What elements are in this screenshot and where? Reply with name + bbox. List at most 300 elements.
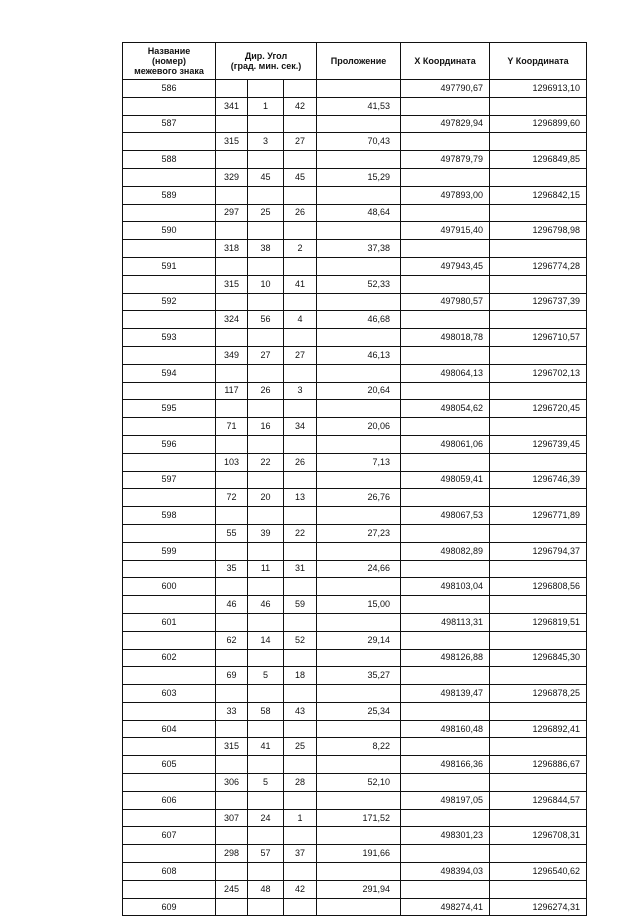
- angle-minutes-cell: 57: [248, 845, 284, 863]
- table-row-point: [123, 186, 587, 204]
- empty-cell: [401, 97, 490, 115]
- x-coordinate-cell: 498394,03: [401, 863, 490, 881]
- empty-cell: [248, 80, 284, 98]
- empty-cell: [248, 400, 284, 418]
- x-coordinate-cell: 498139,47: [401, 685, 490, 703]
- x-coordinate-cell: 498166,36: [401, 756, 490, 774]
- empty-cell: [248, 898, 284, 916]
- empty-cell: [216, 257, 248, 275]
- x-coordinate-cell: 498160,48: [401, 720, 490, 738]
- empty-cell: [123, 240, 216, 258]
- empty-cell: [284, 293, 317, 311]
- angle-minutes-cell: 1: [248, 97, 284, 115]
- y-coordinate-cell: 1296892,41: [490, 720, 587, 738]
- empty-cell: [401, 346, 490, 364]
- empty-cell: [284, 435, 317, 453]
- empty-cell: [216, 435, 248, 453]
- empty-cell: [216, 151, 248, 169]
- empty-cell: [490, 880, 587, 898]
- empty-cell: [317, 613, 401, 631]
- angle-seconds-cell: 52: [284, 631, 317, 649]
- angle-seconds-cell: 26: [284, 204, 317, 222]
- table-row-point: [123, 471, 587, 489]
- table-row-point: [123, 364, 587, 382]
- angle-seconds-cell: 18: [284, 667, 317, 685]
- point-name-cell: 589: [123, 186, 216, 204]
- empty-cell: [490, 168, 587, 186]
- empty-cell: [490, 133, 587, 151]
- table-row-point: [123, 863, 587, 881]
- length-cell: 37,38: [317, 240, 401, 258]
- empty-cell: [317, 685, 401, 703]
- length-cell: 8,22: [317, 738, 401, 756]
- empty-cell: [490, 382, 587, 400]
- point-name-cell: 602: [123, 649, 216, 667]
- angle-degrees-cell: 315: [216, 738, 248, 756]
- y-coordinate-cell: 1296808,56: [490, 578, 587, 596]
- table-row-segment: [123, 418, 587, 436]
- table-row-segment: [123, 774, 587, 792]
- empty-cell: [401, 133, 490, 151]
- x-coordinate-cell: 497829,94: [401, 115, 490, 133]
- length-cell: 70,43: [317, 133, 401, 151]
- angle-minutes-cell: 24: [248, 809, 284, 827]
- length-cell: 171,52: [317, 809, 401, 827]
- angle-seconds-cell: 42: [284, 97, 317, 115]
- empty-cell: [317, 151, 401, 169]
- x-coordinate-cell: 498113,31: [401, 613, 490, 631]
- angle-seconds-cell: 22: [284, 524, 317, 542]
- empty-cell: [317, 507, 401, 525]
- empty-cell: [216, 115, 248, 133]
- empty-cell: [284, 827, 317, 845]
- header-name: [123, 43, 216, 80]
- empty-cell: [317, 186, 401, 204]
- empty-cell: [216, 542, 248, 560]
- x-coordinate-cell: 498301,23: [401, 827, 490, 845]
- angle-seconds-cell: 59: [284, 596, 317, 614]
- angle-minutes-cell: 16: [248, 418, 284, 436]
- empty-cell: [248, 613, 284, 631]
- angle-minutes-cell: 22: [248, 453, 284, 471]
- angle-seconds-cell: 1: [284, 809, 317, 827]
- empty-cell: [216, 222, 248, 240]
- empty-cell: [123, 346, 216, 364]
- angle-seconds-cell: 42: [284, 880, 317, 898]
- x-coordinate-cell: 498059,41: [401, 471, 490, 489]
- header-angle-line: (град. мин. сек.): [230, 61, 302, 71]
- y-coordinate-cell: 1296540,62: [490, 863, 587, 881]
- angle-seconds-cell: 25: [284, 738, 317, 756]
- x-coordinate-cell: 498103,04: [401, 578, 490, 596]
- empty-cell: [401, 738, 490, 756]
- length-cell: 46,13: [317, 346, 401, 364]
- empty-cell: [248, 435, 284, 453]
- empty-cell: [490, 667, 587, 685]
- empty-cell: [123, 631, 216, 649]
- angle-degrees-cell: 324: [216, 311, 248, 329]
- empty-cell: [401, 275, 490, 293]
- empty-cell: [317, 542, 401, 560]
- angle-minutes-cell: 25: [248, 204, 284, 222]
- empty-cell: [216, 863, 248, 881]
- y-coordinate-cell: 1296702,13: [490, 364, 587, 382]
- empty-cell: [284, 115, 317, 133]
- length-cell: 15,00: [317, 596, 401, 614]
- empty-cell: [317, 898, 401, 916]
- empty-cell: [401, 596, 490, 614]
- empty-cell: [490, 845, 587, 863]
- empty-cell: [490, 524, 587, 542]
- empty-cell: [317, 756, 401, 774]
- empty-cell: [401, 845, 490, 863]
- empty-cell: [248, 115, 284, 133]
- empty-cell: [317, 649, 401, 667]
- point-name-cell: 591: [123, 257, 216, 275]
- length-cell: 291,94: [317, 880, 401, 898]
- angle-degrees-cell: 69: [216, 667, 248, 685]
- empty-cell: [490, 204, 587, 222]
- point-name-cell: 607: [123, 827, 216, 845]
- table-row-segment: [123, 667, 587, 685]
- empty-cell: [248, 293, 284, 311]
- empty-cell: [317, 222, 401, 240]
- y-coordinate-cell: 1296737,39: [490, 293, 587, 311]
- point-name-cell: 605: [123, 756, 216, 774]
- empty-cell: [248, 827, 284, 845]
- table-row-segment: [123, 560, 587, 578]
- empty-cell: [401, 631, 490, 649]
- length-cell: 191,66: [317, 845, 401, 863]
- y-coordinate-cell: 1296899,60: [490, 115, 587, 133]
- point-name-cell: 595: [123, 400, 216, 418]
- angle-degrees-cell: 71: [216, 418, 248, 436]
- angle-degrees-cell: 318: [216, 240, 248, 258]
- empty-cell: [123, 133, 216, 151]
- angle-degrees-cell: 298: [216, 845, 248, 863]
- empty-cell: [317, 257, 401, 275]
- angle-seconds-cell: 2: [284, 240, 317, 258]
- empty-cell: [216, 507, 248, 525]
- point-name-cell: 599: [123, 542, 216, 560]
- angle-minutes-cell: 46: [248, 596, 284, 614]
- y-coordinate-cell: 1296710,57: [490, 329, 587, 347]
- empty-cell: [490, 311, 587, 329]
- empty-cell: [123, 524, 216, 542]
- table-row-point: [123, 756, 587, 774]
- empty-cell: [216, 80, 248, 98]
- empty-cell: [284, 257, 317, 275]
- angle-degrees-cell: 315: [216, 133, 248, 151]
- table-row-segment: [123, 311, 587, 329]
- y-coordinate-cell: 1296708,31: [490, 827, 587, 845]
- y-coordinate-cell: 1296771,89: [490, 507, 587, 525]
- empty-cell: [401, 204, 490, 222]
- empty-cell: [284, 649, 317, 667]
- empty-cell: [284, 542, 317, 560]
- angle-minutes-cell: 26: [248, 382, 284, 400]
- empty-cell: [401, 311, 490, 329]
- empty-cell: [401, 489, 490, 507]
- empty-cell: [490, 275, 587, 293]
- empty-cell: [216, 649, 248, 667]
- empty-cell: [123, 774, 216, 792]
- angle-degrees-cell: 297: [216, 204, 248, 222]
- table-row-point: [123, 80, 587, 98]
- angle-minutes-cell: 5: [248, 667, 284, 685]
- empty-cell: [401, 382, 490, 400]
- empty-cell: [248, 507, 284, 525]
- point-name-cell: 592: [123, 293, 216, 311]
- header-direction-angle: [216, 43, 317, 80]
- empty-cell: [401, 560, 490, 578]
- empty-cell: [401, 168, 490, 186]
- empty-cell: [284, 507, 317, 525]
- header-name-line: (номер): [152, 56, 186, 66]
- x-coordinate-cell: 497893,00: [401, 186, 490, 204]
- header-name-line: межевого знака: [134, 66, 204, 76]
- empty-cell: [401, 667, 490, 685]
- empty-cell: [123, 702, 216, 720]
- y-coordinate-cell: 1296774,28: [490, 257, 587, 275]
- empty-cell: [123, 382, 216, 400]
- empty-cell: [284, 756, 317, 774]
- empty-cell: [123, 809, 216, 827]
- empty-cell: [284, 685, 317, 703]
- table-row-segment: [123, 489, 587, 507]
- empty-cell: [216, 827, 248, 845]
- table-row-point: [123, 151, 587, 169]
- empty-cell: [248, 578, 284, 596]
- empty-cell: [317, 720, 401, 738]
- empty-cell: [490, 453, 587, 471]
- table-row-point: [123, 400, 587, 418]
- point-name-cell: 588: [123, 151, 216, 169]
- angle-degrees-cell: 72: [216, 489, 248, 507]
- empty-cell: [490, 738, 587, 756]
- point-name-cell: 590: [123, 222, 216, 240]
- y-coordinate-cell: 1296842,15: [490, 186, 587, 204]
- table-row-segment: [123, 453, 587, 471]
- empty-cell: [216, 685, 248, 703]
- empty-cell: [123, 311, 216, 329]
- y-coordinate-cell: 1296844,57: [490, 791, 587, 809]
- table-row-point: [123, 827, 587, 845]
- table-row-segment: [123, 596, 587, 614]
- empty-cell: [248, 649, 284, 667]
- empty-cell: [284, 329, 317, 347]
- header-x-coordinate: X Координата: [401, 43, 490, 80]
- x-coordinate-cell: 498274,41: [401, 898, 490, 916]
- angle-seconds-cell: 31: [284, 560, 317, 578]
- empty-cell: [216, 364, 248, 382]
- table-row-segment: [123, 382, 587, 400]
- length-cell: 41,53: [317, 97, 401, 115]
- angle-degrees-cell: 306: [216, 774, 248, 792]
- empty-cell: [216, 471, 248, 489]
- empty-cell: [216, 293, 248, 311]
- angle-seconds-cell: 37: [284, 845, 317, 863]
- point-name-cell: 606: [123, 791, 216, 809]
- length-cell: 24,66: [317, 560, 401, 578]
- header-angle-line: Дир. Угол: [244, 51, 288, 61]
- x-coordinate-cell: 498018,78: [401, 329, 490, 347]
- length-cell: 48,64: [317, 204, 401, 222]
- length-cell: 25,34: [317, 702, 401, 720]
- table-row-segment: [123, 97, 587, 115]
- empty-cell: [284, 471, 317, 489]
- angle-minutes-cell: 41: [248, 738, 284, 756]
- angle-seconds-cell: 4: [284, 311, 317, 329]
- empty-cell: [401, 774, 490, 792]
- empty-cell: [490, 560, 587, 578]
- empty-cell: [123, 738, 216, 756]
- empty-cell: [248, 151, 284, 169]
- empty-cell: [401, 524, 490, 542]
- point-name-cell: 597: [123, 471, 216, 489]
- angle-seconds-cell: 41: [284, 275, 317, 293]
- table-row-point: [123, 435, 587, 453]
- empty-cell: [123, 97, 216, 115]
- angle-seconds-cell: 34: [284, 418, 317, 436]
- y-coordinate-cell: 1296913,10: [490, 80, 587, 98]
- empty-cell: [248, 542, 284, 560]
- angle-minutes-cell: 3: [248, 133, 284, 151]
- empty-cell: [284, 578, 317, 596]
- y-coordinate-cell: 1296720,45: [490, 400, 587, 418]
- empty-cell: [216, 329, 248, 347]
- table-row-segment: [123, 738, 587, 756]
- table-row-segment: [123, 204, 587, 222]
- empty-cell: [284, 863, 317, 881]
- table-row-segment: [123, 524, 587, 542]
- empty-cell: [401, 880, 490, 898]
- empty-cell: [216, 756, 248, 774]
- y-coordinate-cell: 1296886,67: [490, 756, 587, 774]
- header-y-coordinate: Y Координата: [490, 43, 587, 80]
- x-coordinate-cell: 497879,79: [401, 151, 490, 169]
- angle-degrees-cell: 341: [216, 97, 248, 115]
- empty-cell: [317, 293, 401, 311]
- point-name-cell: 601: [123, 613, 216, 631]
- point-name-cell: 598: [123, 507, 216, 525]
- empty-cell: [248, 222, 284, 240]
- table-row-point: [123, 257, 587, 275]
- angle-degrees-cell: 349: [216, 346, 248, 364]
- empty-cell: [123, 489, 216, 507]
- table-row-point: [123, 507, 587, 525]
- angle-minutes-cell: 11: [248, 560, 284, 578]
- x-coordinate-cell: 498064,13: [401, 364, 490, 382]
- angle-minutes-cell: 14: [248, 631, 284, 649]
- length-cell: 15,29: [317, 168, 401, 186]
- angle-minutes-cell: 20: [248, 489, 284, 507]
- empty-cell: [123, 560, 216, 578]
- empty-cell: [317, 329, 401, 347]
- empty-cell: [284, 222, 317, 240]
- table-row-segment: [123, 240, 587, 258]
- empty-cell: [317, 471, 401, 489]
- empty-cell: [490, 596, 587, 614]
- empty-cell: [248, 863, 284, 881]
- empty-cell: [490, 489, 587, 507]
- empty-cell: [284, 400, 317, 418]
- angle-minutes-cell: 10: [248, 275, 284, 293]
- empty-cell: [490, 774, 587, 792]
- y-coordinate-cell: 1296798,98: [490, 222, 587, 240]
- empty-cell: [401, 809, 490, 827]
- empty-cell: [248, 756, 284, 774]
- table-row-point: [123, 685, 587, 703]
- angle-degrees-cell: 307: [216, 809, 248, 827]
- empty-cell: [216, 791, 248, 809]
- length-cell: 52,33: [317, 275, 401, 293]
- empty-cell: [317, 364, 401, 382]
- y-coordinate-cell: 1296849,85: [490, 151, 587, 169]
- empty-cell: [490, 418, 587, 436]
- point-name-cell: 608: [123, 863, 216, 881]
- point-name-cell: 604: [123, 720, 216, 738]
- empty-cell: [123, 418, 216, 436]
- angle-degrees-cell: 329: [216, 168, 248, 186]
- angle-degrees-cell: 62: [216, 631, 248, 649]
- empty-cell: [216, 613, 248, 631]
- empty-cell: [123, 204, 216, 222]
- empty-cell: [123, 667, 216, 685]
- point-name-cell: 600: [123, 578, 216, 596]
- table-row-point: [123, 115, 587, 133]
- empty-cell: [490, 240, 587, 258]
- empty-cell: [123, 275, 216, 293]
- empty-cell: [216, 898, 248, 916]
- empty-cell: [248, 364, 284, 382]
- table-row-segment: [123, 845, 587, 863]
- empty-cell: [284, 898, 317, 916]
- empty-cell: [317, 400, 401, 418]
- x-coordinate-cell: 497980,57: [401, 293, 490, 311]
- table-row-point: [123, 791, 587, 809]
- table-row-segment: [123, 880, 587, 898]
- empty-cell: [216, 578, 248, 596]
- table-row-point: [123, 720, 587, 738]
- table-row-point: [123, 222, 587, 240]
- empty-cell: [317, 863, 401, 881]
- empty-cell: [317, 827, 401, 845]
- x-coordinate-cell: 498054,62: [401, 400, 490, 418]
- header-length: Проложение: [317, 43, 401, 80]
- angle-seconds-cell: 13: [284, 489, 317, 507]
- x-coordinate-cell: 497790,67: [401, 80, 490, 98]
- point-name-cell: 593: [123, 329, 216, 347]
- empty-cell: [123, 453, 216, 471]
- empty-cell: [284, 791, 317, 809]
- length-cell: 46,68: [317, 311, 401, 329]
- empty-cell: [401, 240, 490, 258]
- boundary-coordinates-table: [122, 42, 587, 916]
- x-coordinate-cell: 497943,45: [401, 257, 490, 275]
- empty-cell: [284, 613, 317, 631]
- table-row-point: [123, 329, 587, 347]
- table-header-row: [123, 43, 587, 80]
- angle-minutes-cell: 45: [248, 168, 284, 186]
- empty-cell: [248, 329, 284, 347]
- empty-cell: [216, 186, 248, 204]
- point-name-cell: 596: [123, 435, 216, 453]
- empty-cell: [123, 880, 216, 898]
- length-cell: 7,13: [317, 453, 401, 471]
- y-coordinate-cell: 1296878,25: [490, 685, 587, 703]
- y-coordinate-cell: 1296794,37: [490, 542, 587, 560]
